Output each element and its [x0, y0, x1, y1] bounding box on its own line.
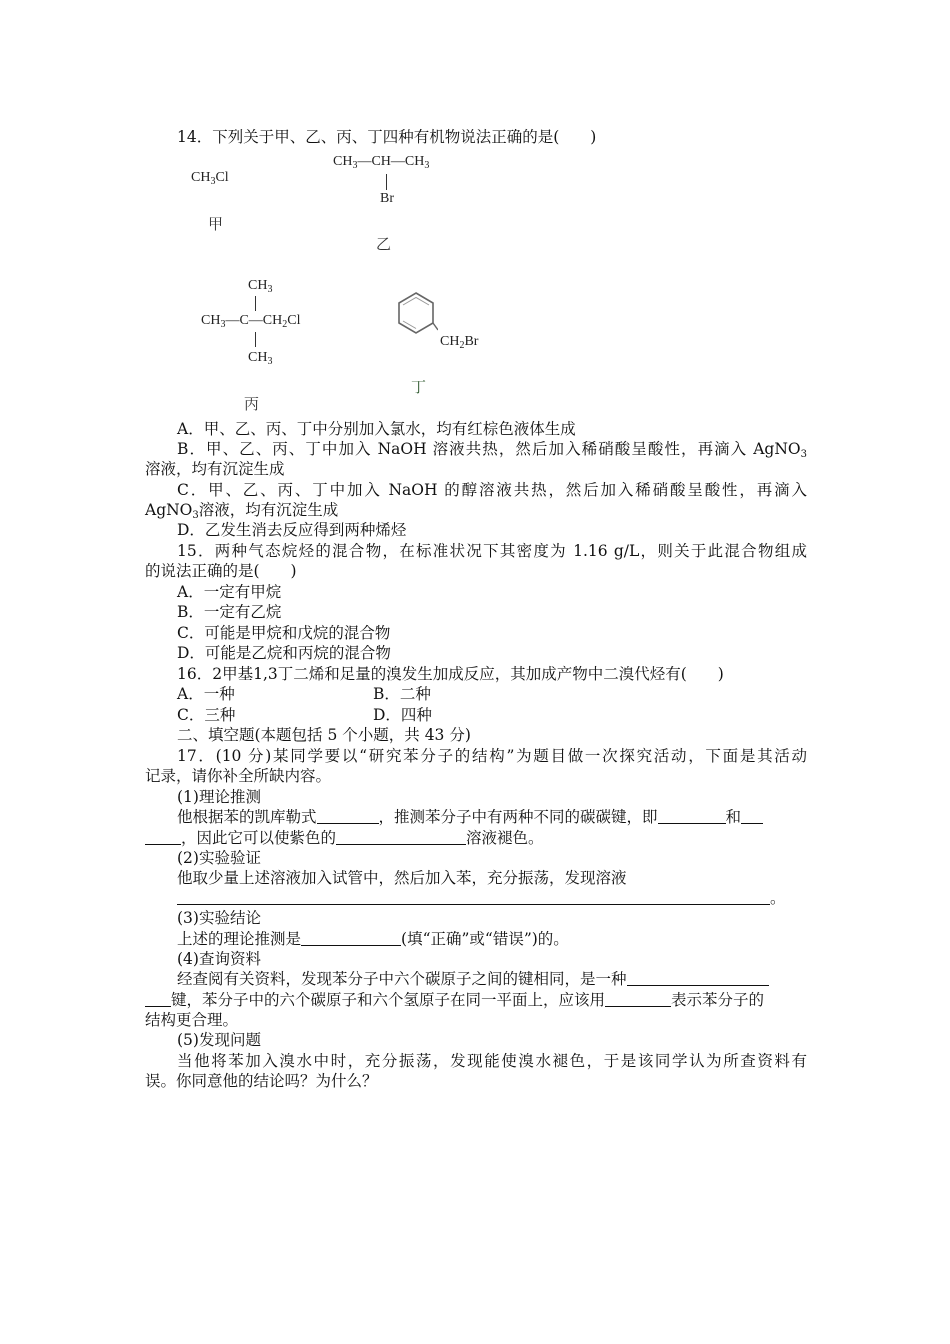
yi-br: Br — [380, 191, 394, 206]
bing-bottom-bond — [255, 332, 256, 347]
blank-bond-kind-start[interactable] — [627, 970, 769, 986]
blank-bond-type-1[interactable] — [658, 808, 726, 824]
q17-part2-line1: 他取少量上述溶液加入试管中，然后加入苯，充分振荡，发现溶液 — [177, 869, 627, 887]
q15-option-c: C．可能是甲烷和戊烷的混合物 — [177, 624, 391, 642]
q17-part1-line2: ，因此它可以使紫色的 溶液褪色。 — [145, 828, 805, 848]
q17-part5-line1: 当他将苯加入溴水中时，充分振荡，发现能使溴水褪色，于是该同学认为所查资料有 — [177, 1052, 807, 1070]
label-yi: 乙 — [376, 235, 392, 253]
section-2-title: 二、填空题(本题包括 5 个小题，共 43 分) — [177, 726, 471, 744]
q17-part4-title: (4)查询资料 — [177, 950, 261, 968]
blank-bond-type-2-start[interactable] — [741, 808, 763, 824]
q14-stem: 14．下列关于甲、乙、丙、丁四种有机物说法正确的是( ) — [177, 128, 597, 146]
q16-option-a: A．一种 — [177, 685, 235, 703]
bing-middle-row: $CH_3—C—CH_2Cl$ — [201, 313, 301, 330]
bing-top-ch3: $CH_3$ — [248, 278, 273, 295]
q17-part4-line1: 经查阅有关资料，发现苯分子中六个碳原子之间的键相同，是一种 — [177, 969, 807, 989]
q16-stem: 16．2甲基1,3丁二烯和足量的溴发生加成反应，其加成产物中二溴代烃有( ) — [177, 665, 724, 683]
q16-option-b: B．二种 — [373, 685, 431, 703]
q17-stem-line1: 17．(10 分)某同学要以“研究苯分子的结构”为题目做一次探究活动，下面是其活动 — [177, 747, 807, 765]
label-bing: 丙 — [244, 395, 260, 413]
blank-kekule-formula[interactable] — [317, 808, 379, 824]
q17-part5-title: (5)发现问题 — [177, 1031, 261, 1049]
q15-stem-line2: 的说法正确的是( ) — [145, 562, 297, 580]
benzene-ring-icon — [394, 290, 438, 340]
q14-option-b-line1: B．甲、乙、丙、丁中加入 NaOH 溶液共热，然后加入稀硝酸呈酸性，再滴入 AgNO$_3$ — [177, 440, 807, 460]
yi-vertical-bond — [386, 174, 387, 190]
q17-part3-line1: 上述的理论推测是 (填“正确”或“错误”)的。 — [177, 930, 569, 948]
q17-part5-line2: 误。你同意他的结论吗？为什么？ — [145, 1072, 378, 1090]
q17-part1-line1: 他根据苯的凯库勒式 ，推测苯分子中有两种不同的碳碳键，即 和 — [177, 807, 807, 827]
q14-option-d: D．乙发生消去反应得到两种烯烃 — [177, 521, 407, 539]
q14-option-b-line2: 溶液，均有沉淀生成 — [145, 460, 285, 478]
label-ding: 丁 — [411, 378, 427, 396]
bing-bottom-ch3: $CH_3$ — [248, 350, 273, 367]
blank-conclusion[interactable] — [301, 930, 401, 946]
blank-structure-representation[interactable] — [605, 991, 671, 1007]
blank-bond-type-2-end[interactable] — [145, 829, 181, 845]
blank-solution-name[interactable] — [336, 829, 466, 845]
q16-option-c: C．三种 — [177, 706, 236, 724]
q15-option-d: D．可能是乙烷和丙烷的混合物 — [177, 644, 391, 662]
blank-observation[interactable] — [177, 889, 770, 905]
q15-option-a: A．一定有甲烷 — [177, 583, 282, 601]
q16-option-d: D．四种 — [373, 706, 432, 724]
q14-option-c-line2: AgNO$_3$溶液，均有沉淀生成 — [145, 501, 339, 521]
q17-part3-title: (3)实验结论 — [177, 909, 261, 927]
q15-option-b: B．一定有乙烷 — [177, 603, 282, 621]
structure-yi-chain: $CH_3—CH—CH_3$ — [333, 154, 430, 171]
bing-top-bond — [255, 296, 256, 311]
ding-ch2br: $CH_2Br$ — [440, 334, 479, 351]
q15-stem-line1: 15．两种气态烷烃的混合物，在标准状况下其密度为 1.16 g/L，则关于此混合物组成 — [177, 542, 807, 560]
structure-jia: $CH_3Cl$ — [191, 170, 229, 187]
q17-part2-title: (2)实验验证 — [177, 849, 261, 867]
blank-bond-kind-end[interactable] — [145, 991, 171, 1007]
q17-stem-line2: 记录，请你补全所缺内容。 — [145, 767, 332, 785]
q17-part4-line3: 结构更合理。 — [145, 1011, 239, 1029]
q17-part2-line2: 。 — [177, 888, 807, 908]
q17-part4-line2: 键，苯分子中的六个碳原子和六个氢原子在同一平面上，应该用 表示苯分子的 — [145, 990, 805, 1010]
q14-option-c-line1: C．甲、乙、丙、丁中加入 NaOH 的醇溶液共热，然后加入稀硝酸呈酸性，再滴入 — [177, 481, 807, 499]
q17-part1-title: (1)理论推测 — [177, 788, 261, 806]
q14-option-a: A．甲、乙、丙、丁中分别加入氯水，均有红棕色液体生成 — [177, 420, 576, 438]
label-jia: 甲 — [208, 215, 224, 233]
